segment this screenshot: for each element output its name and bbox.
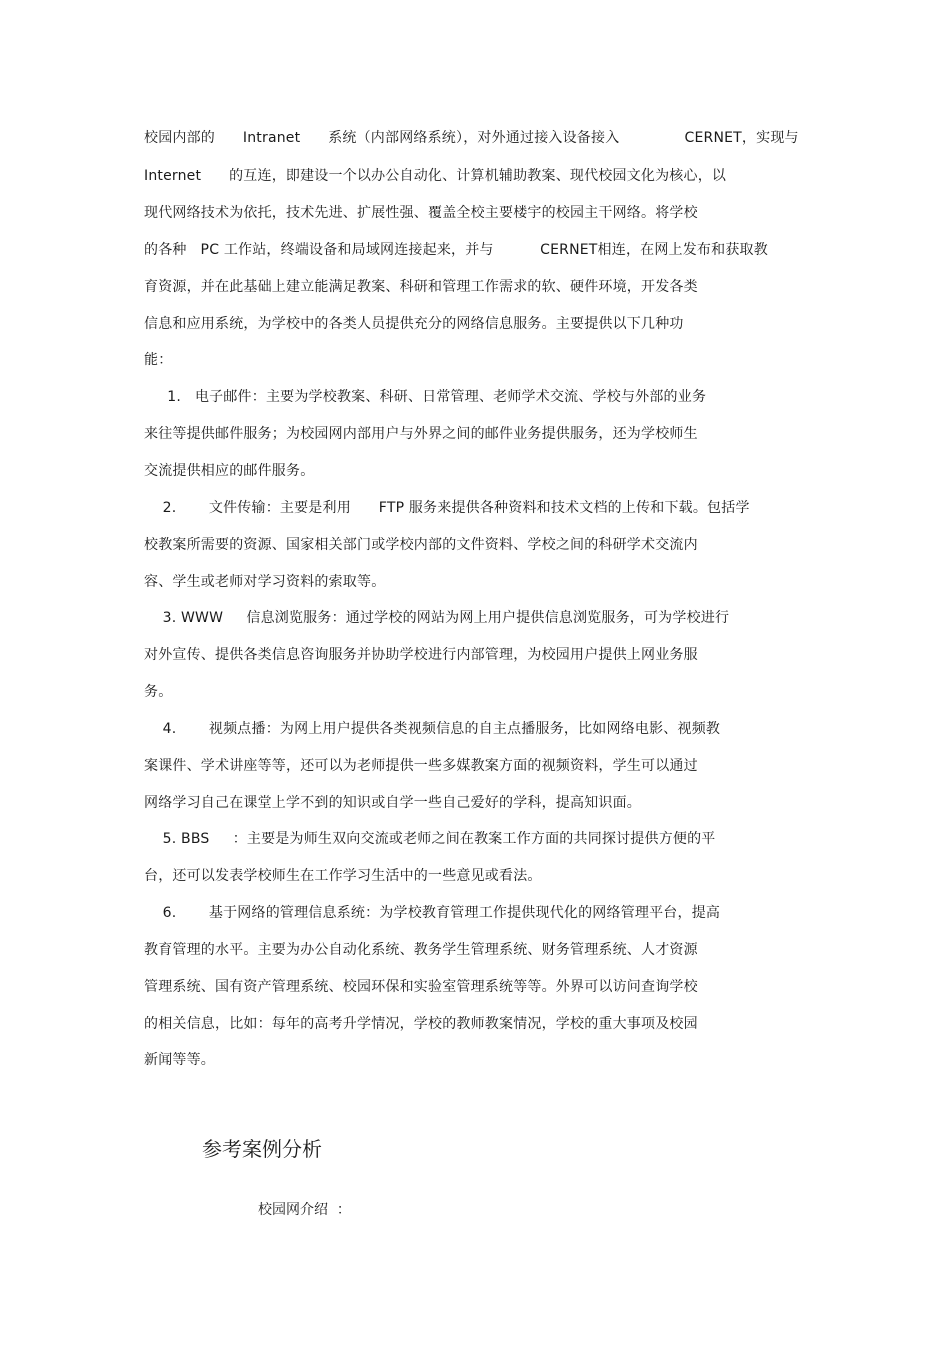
list-item-line: 案课件、学术讲座等等，还可以为老师提供一些多媒教案方面的视频资料，学生可以通过 bbox=[144, 758, 698, 774]
list-item-line: 来往等提供邮件服务；为校园网内部用户与外界之间的邮件业务提供服务，还为学校师生 bbox=[144, 426, 698, 442]
list-item-line: 交流提供相应的邮件服务。 bbox=[144, 463, 315, 479]
section-heading: 参考案例分析 bbox=[202, 1137, 322, 1161]
list-item-line: 3. WWW 信息浏览服务：通过学校的网站为网上用户提供信息浏览服务，可为学校进行 bbox=[144, 610, 730, 626]
paragraph-line: 育资源，并在此基础上建立能满足教案、科研和管理工作需求的软、硬件环境，开发各类 bbox=[144, 279, 698, 295]
list-item-line: 2. 文件传输：主要是利用 FTP 服务来提供各种资料和技术文档的上传和下载。包括学 bbox=[144, 500, 750, 516]
paragraph-line: 信息和应用系统，为学校中的各类人员提供充分的网络信息服务。主要提供以下几种功 bbox=[144, 316, 684, 332]
list-item-line: 校教案所需要的资源、国家相关部门或学校内部的文件资料、学校之间的科研学术交流内 bbox=[144, 537, 698, 553]
list-item-line: 6. 基于网络的管理信息系统：为学校教育管理工作提供现代化的网络管理平台，提高 bbox=[144, 905, 721, 921]
list-item-line: 4. 视频点播：为网上用户提供各类视频信息的自主点播服务，比如网络电影、视频教 bbox=[144, 721, 721, 737]
list-item-line: 5. BBS ：主要是为师生双向交流或老师之间在教案工作方面的共同探讨提供方便的平 bbox=[144, 831, 716, 847]
list-item-line: 1. 电子邮件：主要为学校教案、科研、日常管理、老师学术交流、学校与外部的业务 bbox=[144, 389, 707, 405]
list-item-line: 台，还可以发表学校师生在工作学习生活中的一些意见或看法。 bbox=[144, 868, 542, 884]
list-item-line: 容、学生或老师对学习资料的索取等。 bbox=[144, 574, 386, 590]
paragraph-line: Internet 的互连，即建设一个以办公自动化、计算机辅助教案、现代校园文化为核心，以 bbox=[144, 168, 727, 184]
list-item-line: 新闻等等。 bbox=[144, 1052, 215, 1068]
list-item-line: 教育管理的水平。主要为办公自动化系统、教务学生管理系统、财务管理系统、人才资源 bbox=[144, 942, 698, 958]
paragraph-line: 的各种 PC 工作站，终端设备和局域网连接起来，并与 CERNET相连，在网上发布和获取教 bbox=[144, 242, 768, 258]
paragraph-line: 现代网络技术为依托，技术先进、扩展性强、覆盖全校主要楼宇的校园主干网络。将学校 bbox=[144, 205, 698, 221]
subsection-heading: 校园网介绍 ： bbox=[258, 1202, 351, 1218]
paragraph-line: 校园内部的 Intranet 系统（内部网络系统），对外通过接入设备接入 CERNET，实现与 bbox=[144, 130, 799, 146]
list-item-line: 务。 bbox=[144, 684, 173, 700]
list-item-line: 的相关信息，比如：每年的高考升学情况，学校的教师教案情况，学校的重大事项及校园 bbox=[144, 1016, 698, 1032]
list-item-line: 管理系统、国有资产管理系统、校园环保和实验室管理系统等等。外界可以访问查询学校 bbox=[144, 979, 698, 995]
list-item-line: 网络学习自己在课堂上学不到的知识或自学一些自己爱好的学科，提高知识面。 bbox=[144, 795, 641, 811]
paragraph-line: 能： bbox=[144, 352, 173, 368]
list-item-line: 对外宣传、提供各类信息咨询服务并协助学校进行内部管理，为校园用户提供上网业务服 bbox=[144, 647, 698, 663]
